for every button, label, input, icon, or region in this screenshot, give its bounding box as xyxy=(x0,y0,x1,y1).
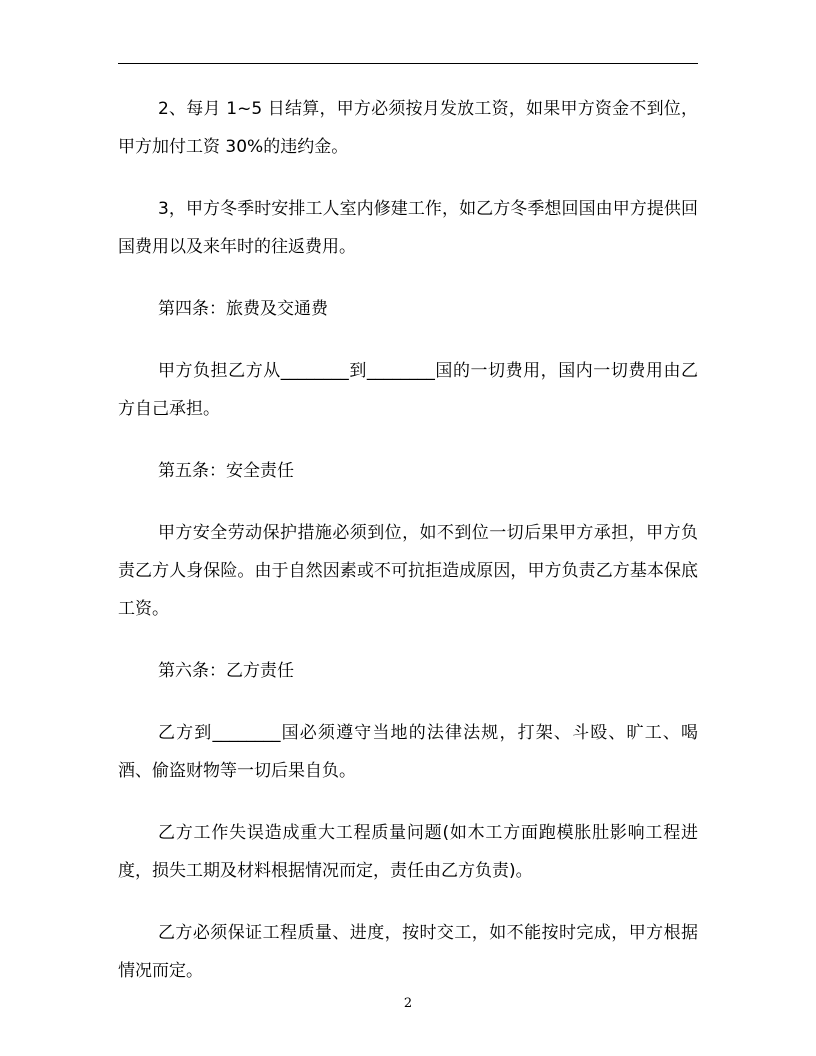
paragraph-law-compliance: 乙方到________国必须遵守当地的法律法规，打架、斗殴、旷工、喝酒、偷盗财物等一切后果自负。 xyxy=(118,723,698,781)
heading-article-6: 第六条：乙方责任 xyxy=(158,661,294,681)
paragraph-safety: 甲方安全劳动保护措施必须到位，如不到位一切后果甲方承担，甲方负责乙方人身保险。由于自然因素或不可抗拒造成原因，甲方负责乙方基本保底工资。 xyxy=(118,523,698,619)
paragraph-schedule: 乙方必须保证工程质量、进度，按时交工，如不能按时完成，甲方根据情况而定。 xyxy=(118,923,698,981)
heading-article-5: 第五条：安全责任 xyxy=(158,461,294,481)
paragraph-quality-issues: 乙方工作失误造成重大工程质量问题(如木工方面跑模胀肚影响工程进度，损失工期及材料根据情况而定，责任由乙方负责)。 xyxy=(118,823,698,881)
header-rule xyxy=(118,63,698,64)
paragraph-salary-settlement: 2、每月 1~5 日结算，甲方必须按月发放工资，如果甲方资金不到位，甲方加付工资 30%的违约金。 xyxy=(118,99,698,157)
paragraph-winter-work: 3，甲方冬季时安排工人室内修建工作，如乙方冬季想回国由甲方提供回国费用以及来年时的往返费用。 xyxy=(118,199,698,257)
heading-article-4: 第四条：旅费及交通费 xyxy=(158,299,328,319)
paragraph-travel-costs: 甲方负担乙方从________到________国的一切费用，国内一切费用由乙方自己承担。 xyxy=(118,361,698,419)
page-number: 2 xyxy=(403,996,413,1011)
document-body xyxy=(118,90,698,1014)
